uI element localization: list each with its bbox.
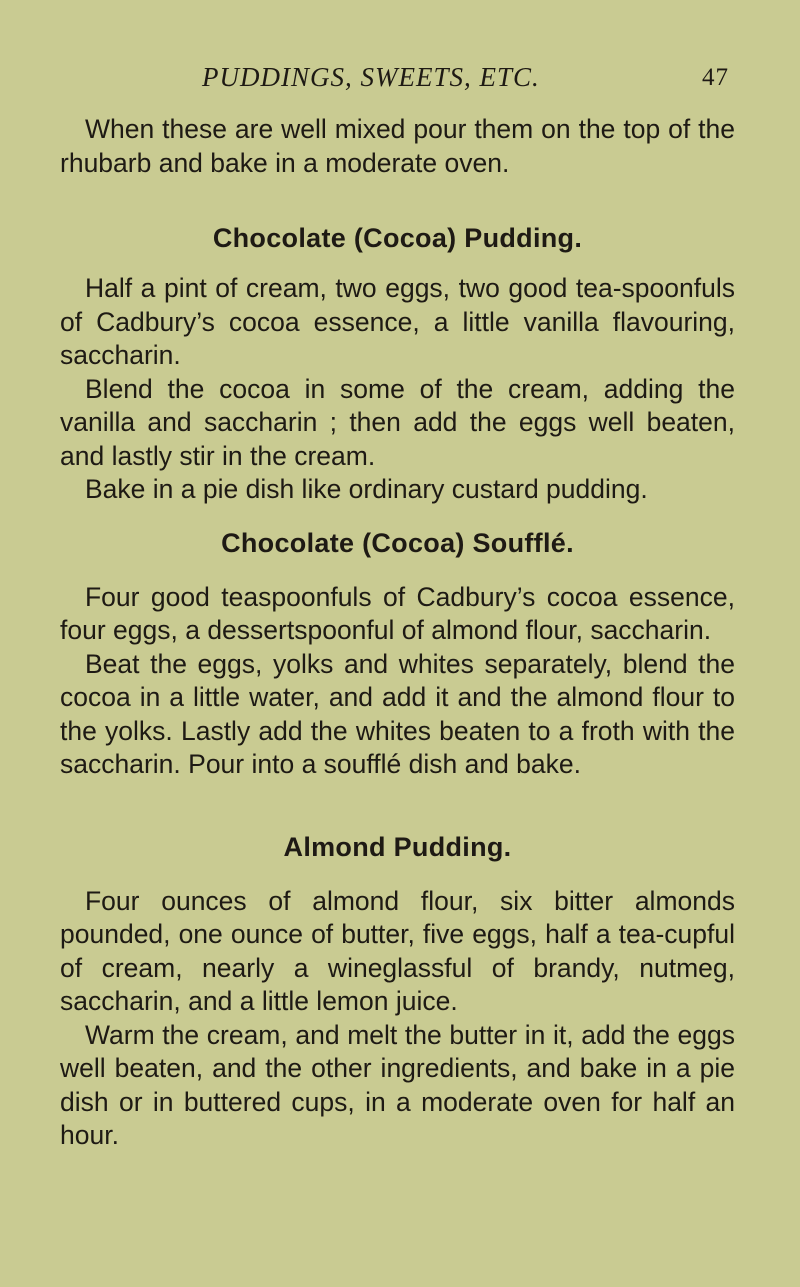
- method-chocolate-pudding-1: Blend the cocoa in some of the cream, adding the vanilla and saccharin ; then add the eggs well beaten, and lastly stir in the cream.: [60, 373, 735, 471]
- page-content: [60, 62, 735, 1153]
- intro-paragraph: When these are well mixed pour them on the top of the rhubarb and bake in a moderate oven.: [60, 114, 735, 178]
- method-almond-pudding-1: Warm the cream, and melt the butter in it, add the eggs well beaten, and the other ingredients, and bake in a pie dish or in buttered cups, in a moderate oven for half an hour.: [60, 1019, 735, 1150]
- page-number: 47: [702, 64, 729, 91]
- running-head: [60, 62, 735, 106]
- ingredients-chocolate-souffle: Four good teaspoonfuls of Cadbury’s cocoa essence, four eggs, a dessertspoonful of almond flour, saccharin.: [60, 581, 735, 645]
- recipe-title-chocolate-souffle: Chocolate (Cocoa) Soufflé.: [221, 527, 574, 558]
- running-head-title: PUDDINGS, SWEETS, ETC.: [202, 62, 540, 92]
- method-chocolate-pudding-2: Bake in a pie dish like ordinary custard pudding.: [85, 474, 648, 504]
- recipe-title-almond-pudding: Almond Pudding.: [283, 831, 512, 862]
- method-chocolate-souffle-1: Beat the eggs, yolks and whites separately, blend the cocoa in a little water, and add it and the almond flour to the yolks. Lastly add the whites beaten to a froth with the saccharin. Pour into a soufflé dish and bake.: [60, 648, 735, 779]
- ingredients-chocolate-pudding: Half a pint of cream, two eggs, two good tea-spoonfuls of Cadbury’s cocoa essence, a little vanilla flavouring, saccharin.: [60, 273, 735, 370]
- ingredients-almond-pudding: Four ounces of almond flour, six bitter almonds pounded, one ounce of butter, five eggs, half a tea-cupful of cream, nearly a wineglassful of brandy, nutmeg, saccharin, and a little lemon juice.: [60, 885, 735, 1016]
- recipe-title-chocolate-pudding: Chocolate (Cocoa) Pudding.: [212, 223, 583, 253]
